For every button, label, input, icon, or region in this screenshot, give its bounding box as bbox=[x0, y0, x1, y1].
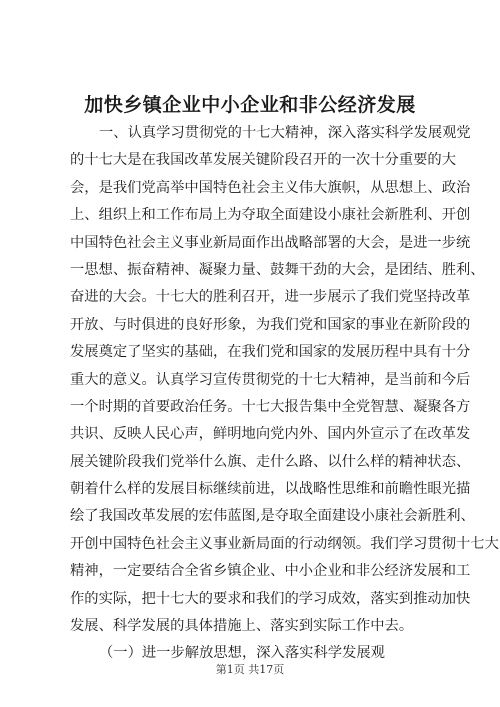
paragraph-line: 一、认真学习贯彻党的十七大精神，深入落实科学发展观党 bbox=[99, 125, 471, 141]
paragraph-line: 的十七大是在我国改革发展关键阶段召开的一次十分重要的大 bbox=[70, 152, 457, 169]
paragraph-line: 共识、反映人民心声，鲜明地向党内外、国内外宣示了在改革发 bbox=[70, 426, 471, 443]
body-paragraph bbox=[70, 120, 499, 668]
paragraph-line: 重大的意义。认真学习宣传贯彻党的十七大精神，是当前和今后 bbox=[70, 371, 471, 388]
paragraph-line: 展关键阶段我们党举什么旗、走什么路、以什么样的精神状态、 bbox=[70, 453, 471, 470]
paragraph-line: 作的实际，把十七大的要求和我们的学习成效，落实到推动加快 bbox=[70, 590, 471, 607]
paragraph-line: 上、组织上和工作布局上为夺取全面建设小康社会新胜利、开创 bbox=[70, 207, 471, 224]
paragraph-line: 绘了我国改革发展的宏伟蓝图,是夺取全面建设小康社会新胜利、 bbox=[70, 508, 475, 525]
paragraph-line: 朝着什么样的发展目标继续前进，以战略性思维和前瞻性眼光描 bbox=[70, 481, 471, 498]
paragraph-line: 开创中国特色社会主义事业新局面的行动纲领。我们学习贯彻十七大 bbox=[70, 535, 499, 552]
section-subheading: （一）进一步解放思想，深入落实科学发展观 bbox=[99, 645, 385, 662]
paragraph-line: 奋进的大会。十七大的胜利召开，进一步展示了我们党坚持改革 bbox=[70, 289, 471, 306]
paragraph-line: 发展、科学发展的具体措施上、落实到实际工作中去。 bbox=[70, 618, 414, 635]
paragraph-line: 开放、与时俱进的良好形象，为我们党和国家的事业在新阶段的 bbox=[70, 316, 471, 333]
paragraph-line: 一思想、振奋精神、凝聚力量、鼓舞干劲的大会，是团结、胜利、 bbox=[70, 261, 485, 278]
document-title: 加快乡镇企业中小企业和非公经济发展 bbox=[84, 94, 416, 116]
paragraph-line: 发展奠定了坚实的基础，在我们党和国家的发展历程中具有十分 bbox=[70, 344, 471, 361]
paragraph-line: 一个时期的首要政治任务。十七大报告集中全党智慧、凝聚各方 bbox=[70, 398, 471, 415]
paragraph-line: 精神，一定要结合全省乡镇企业、中小企业和非公经济发展和工 bbox=[70, 563, 471, 580]
paragraph-line: 会，是我们党高举中国特色社会主义伟大旗帜，从思想上、政治 bbox=[70, 179, 471, 196]
paragraph-line: 中国特色社会主义事业新局面作出战略部署的大会，是进一步统 bbox=[70, 234, 471, 251]
page-number-footer: 第1页 共17页 bbox=[215, 663, 285, 676]
